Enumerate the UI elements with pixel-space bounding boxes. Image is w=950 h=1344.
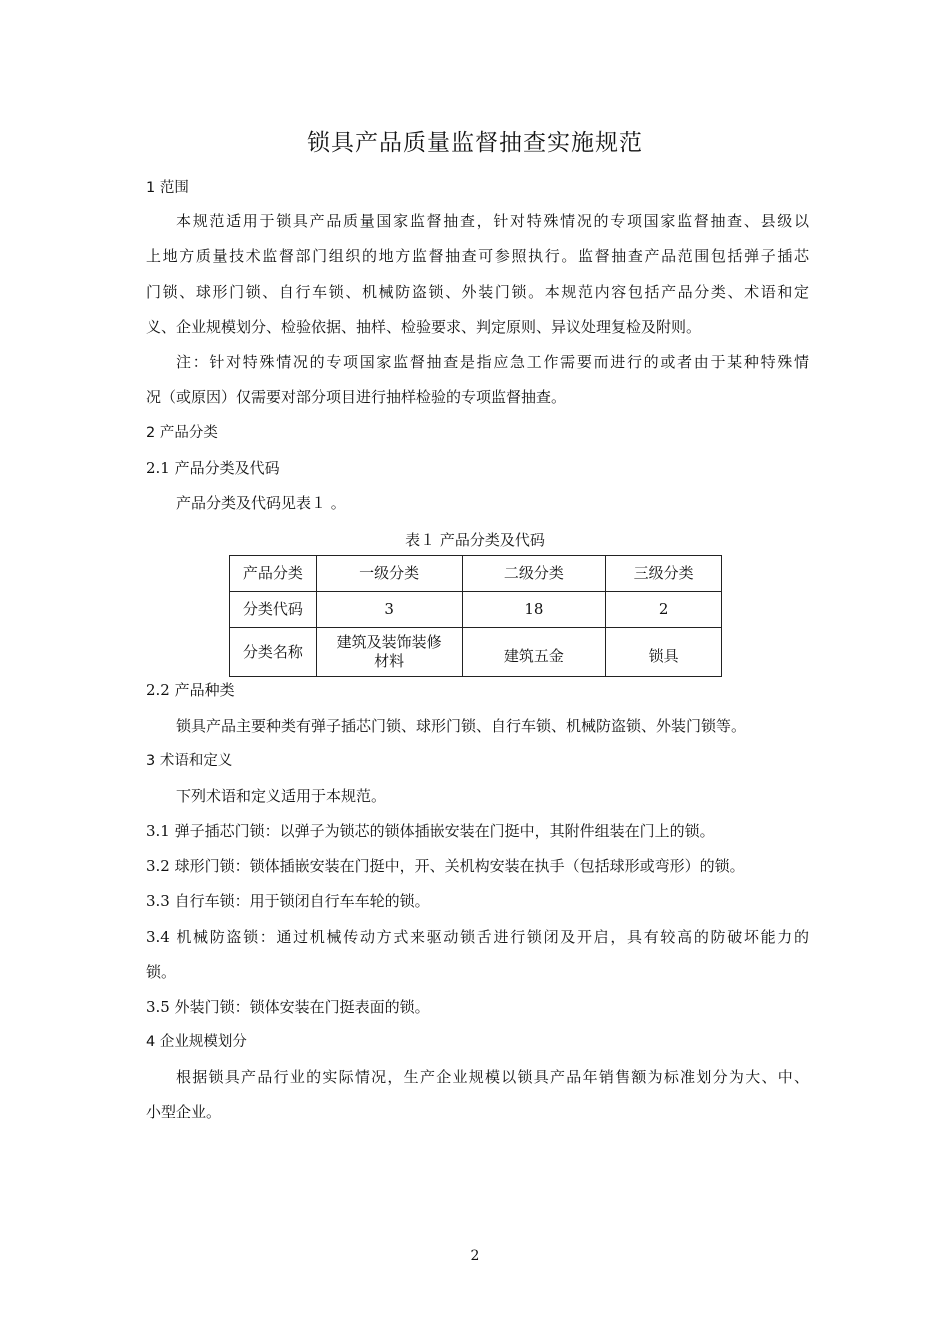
subsection-2-2-text: 锁具产品主要种类有弹子插芯门锁、球形门锁、自行车锁、机械防盗锁、外装门锁等。 (176, 717, 747, 735)
table-caption: 表１ 产品分类及代码 (405, 531, 545, 549)
classification-table (229, 555, 722, 677)
paragraph-line: 上地方质量技术监督部门组织的地方监督抽查可参照执行。监督抽查产品范围包括弹子插芯 (146, 247, 809, 265)
definition-3-2: 3.2 球形门锁：锁体插嵌安装在门挺中，开、关机构安装在执手（包括球形或弯形）的锁。 (146, 857, 745, 875)
subsection-2-2-heading: 2.2 产品种类 (146, 681, 235, 699)
paragraph-line: 门锁、球形门锁、自行车锁、机械防盗锁、外装门锁。本规范内容包括产品分类、术语和定 (146, 283, 809, 301)
table-cell: 18 (462, 592, 606, 628)
definition-3-4-cont: 锁。 (146, 963, 177, 981)
page-number: 2 (470, 1248, 480, 1264)
table-cell: 分类代码 (230, 592, 317, 628)
table-cell: 锁具 (606, 628, 722, 677)
paragraph-line: 义、企业规模划分、检验依据、抽样、检验要求、判定原则、异议处理复检及附则。 (146, 318, 702, 336)
definition-3-4: 3.4 机械防盗锁：通过机械传动方式来驱动锁舌进行锁闭及开启，具有较高的防破坏能力的 (146, 928, 809, 946)
section-3-intro: 下列术语和定义适用于本规范。 (176, 787, 387, 805)
table-cell: 建筑五金 (462, 628, 606, 677)
subsection-2-1-heading: 2.1 产品分类及代码 (146, 459, 280, 477)
section-1-heading: 1 范围 (146, 180, 189, 196)
table-cell: 二级分类 (462, 556, 606, 592)
table-row (230, 628, 722, 677)
subsection-2-1-text: 产品分类及代码见表１ 。 (176, 494, 346, 512)
table-cell: 分类名称 (230, 628, 317, 677)
note-line: 况（或原因）仅需要对部分项目进行抽样检验的专项监督抽查。 (146, 388, 567, 406)
paragraph-line: 根据锁具产品行业的实际情况，生产企业规模以锁具产品年销售额为标准划分为大、中、 (176, 1068, 809, 1086)
definition-3-3: 3.3 自行车锁：用于锁闭自行车车轮的锁。 (146, 892, 430, 910)
table-row (230, 592, 722, 628)
section-4-heading: 4 企业规模划分 (146, 1034, 247, 1050)
section-3-heading: 3 术语和定义 (146, 753, 233, 769)
definition-3-1: 3.1 弹子插芯门锁：以弹子为锁芯的锁体插嵌安装在门挺中，其附件组装在门上的锁。 (146, 822, 715, 840)
table-cell: 三级分类 (606, 556, 722, 592)
table-cell: 3 (316, 592, 462, 628)
paragraph-line: 小型企业。 (146, 1103, 222, 1121)
table-cell: 产品分类 (230, 556, 317, 592)
definition-3-5: 3.5 外装门锁：锁体安装在门挺表面的锁。 (146, 998, 430, 1016)
table-cell: 建筑及装饰装修材料 (316, 628, 462, 677)
paragraph-line: 本规范适用于锁具产品质量国家监督抽查，针对特殊情况的专项国家监督抽查、县级以 (176, 212, 809, 230)
table-row (230, 556, 722, 592)
note-line: 注：针对特殊情况的专项国家监督抽查是指应急工作需要而进行的或者由于某种特殊情 (176, 353, 809, 371)
document-title: 锁具产品质量监督抽查实施规范 (307, 130, 643, 156)
section-2-heading: 2 产品分类 (146, 425, 218, 441)
table-cell: 一级分类 (316, 556, 462, 592)
table-cell: 2 (606, 592, 722, 628)
